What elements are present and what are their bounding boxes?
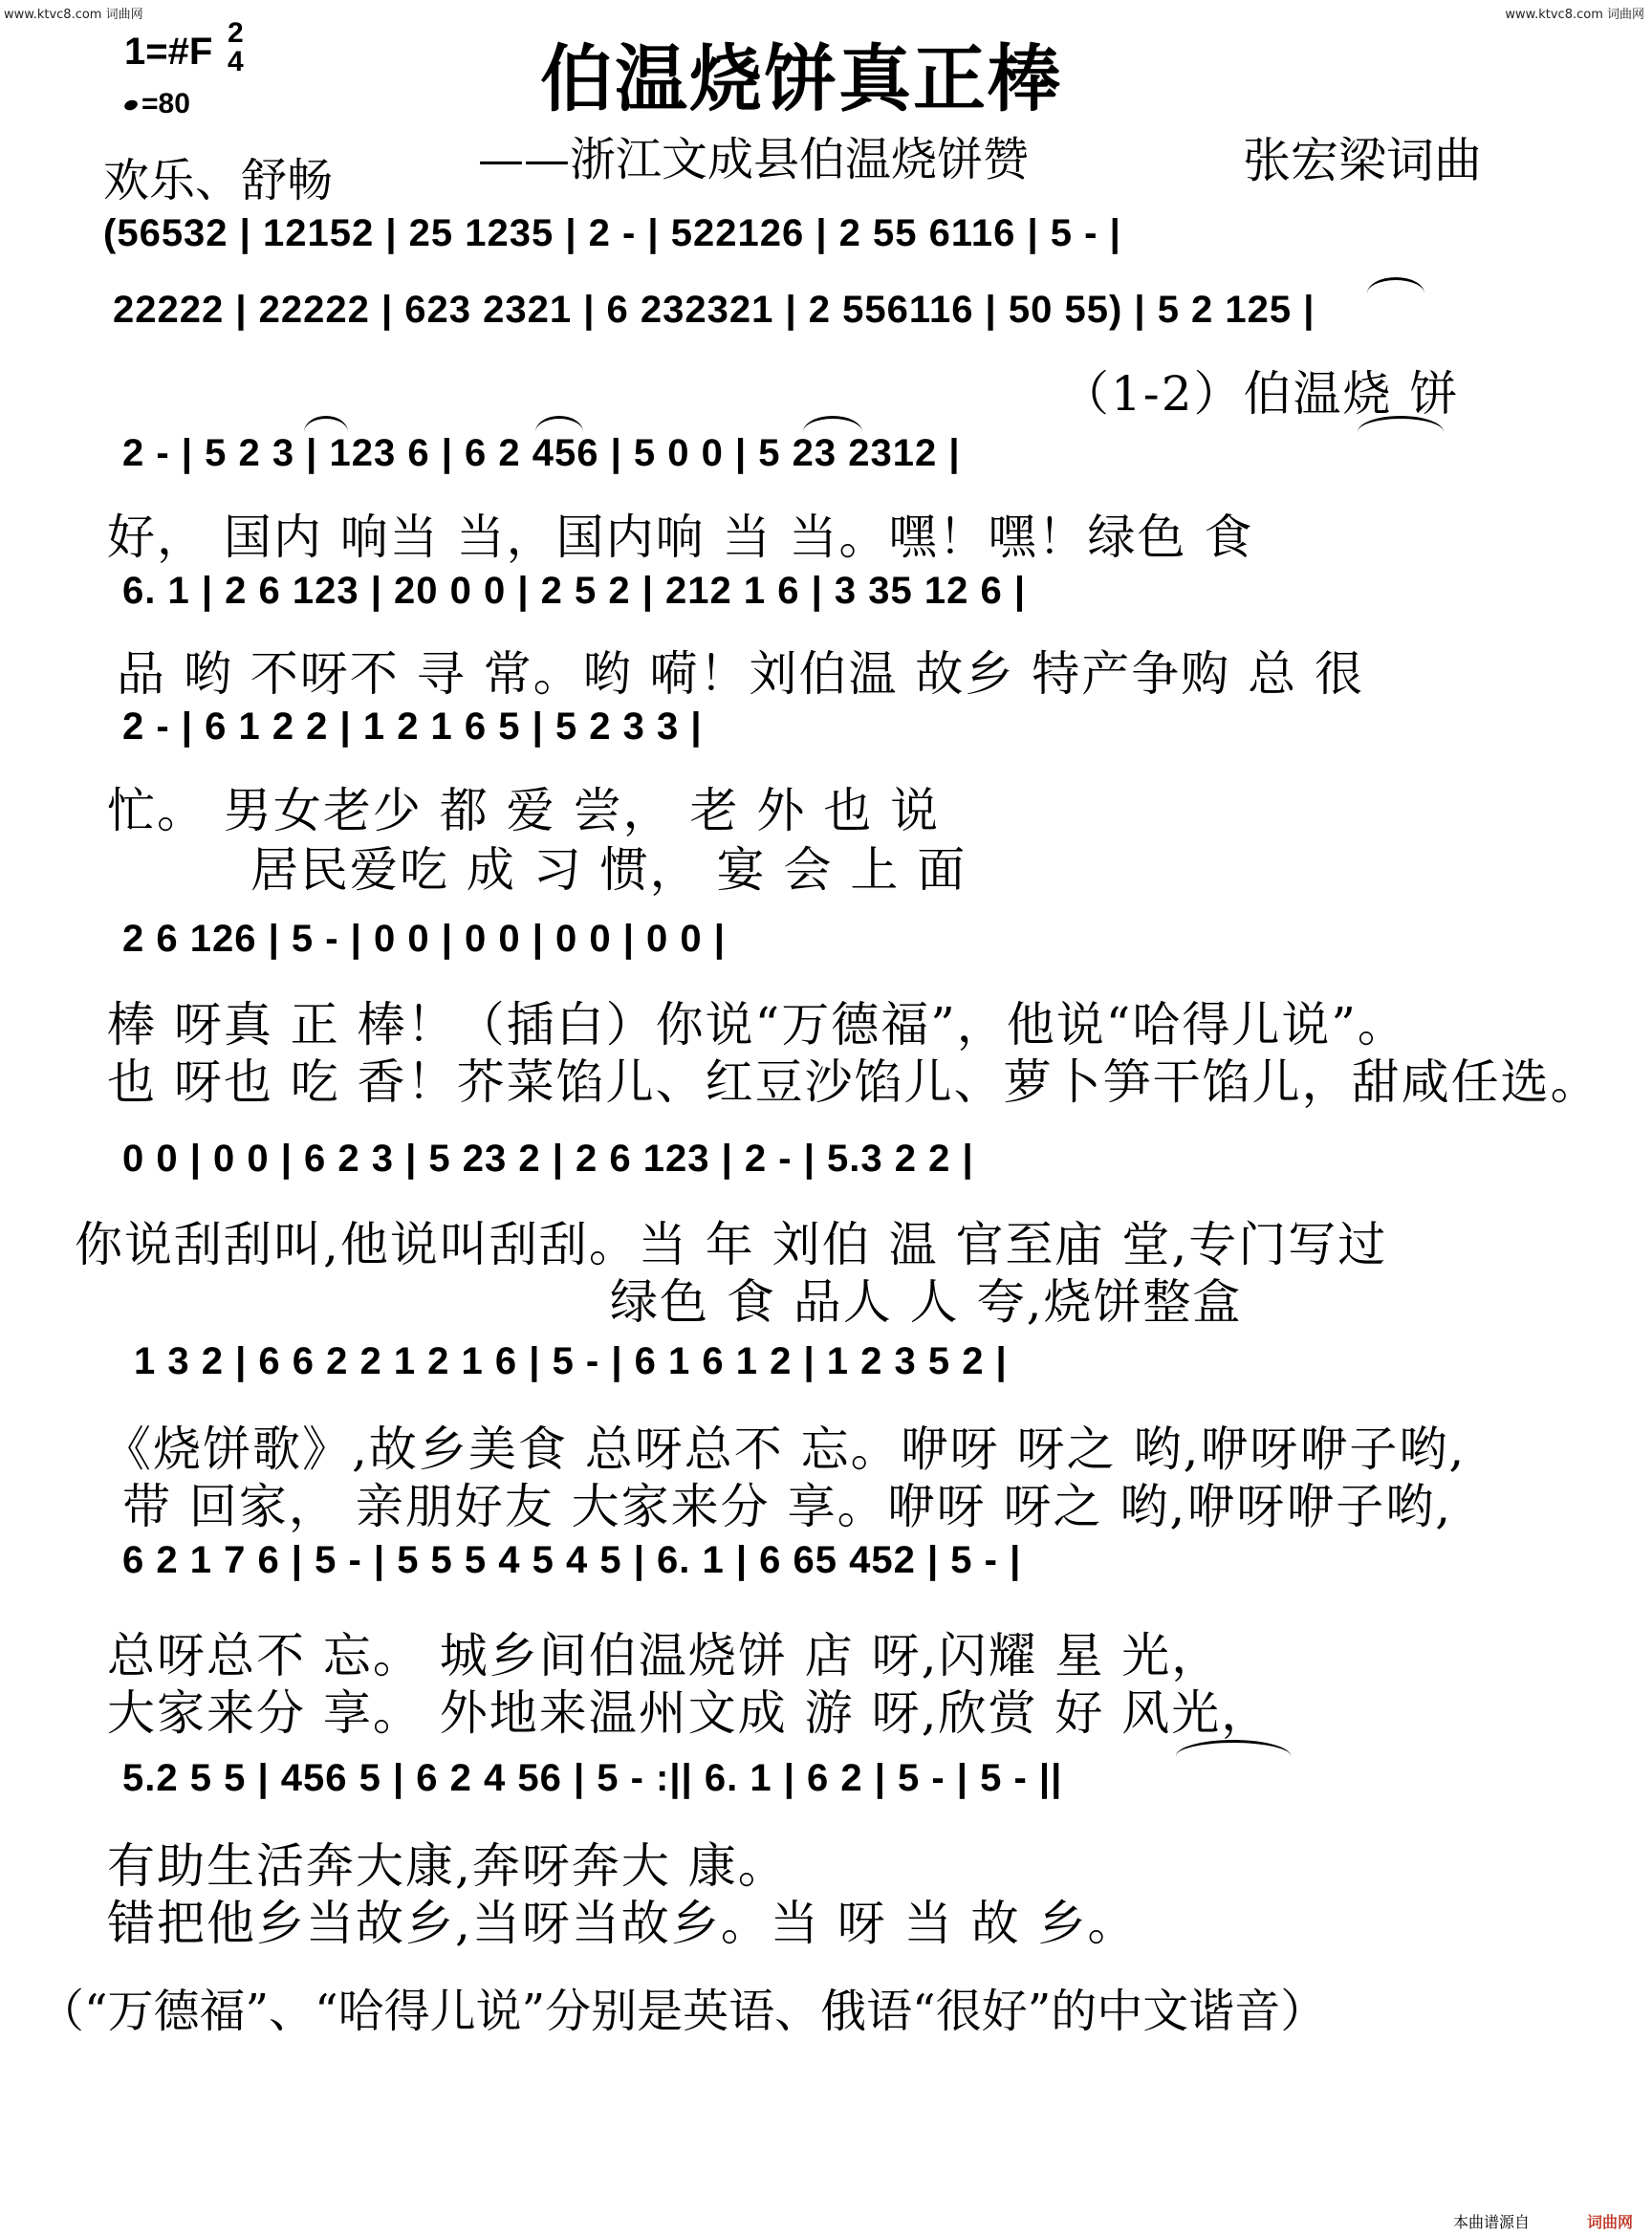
footer-logo: 词曲网: [1587, 2213, 1634, 2231]
time-signature: [228, 19, 244, 76]
song-subtitle: ——浙江文成县伯温烧饼赞: [478, 133, 1030, 186]
score-line-10: 5.2 5 5 | 456 5 | 6 2 4 56 | 5 - :|| 6. 1 | 6 2 | 5 - | 5 - ||: [122, 1757, 1063, 1799]
tempo-value: =80: [141, 88, 190, 119]
score-line-7: 0 0 | 0 0 | 6 2 3 | 5 23 2 | 2 6 123 | 2 - | 5.3 2 2 |: [122, 1138, 974, 1180]
lyric-line-8a: 《烧饼歌》,故乡美食 总呀总不 忘。咿呀 呀之 哟,咿呀咿子哟,: [103, 1422, 1467, 1477]
meter-top: 2: [228, 17, 244, 49]
site-watermark-left: www.ktvc8.com 词曲网: [4, 8, 143, 22]
score-line-5: 2 - | 6 1 2 2 | 1 2 1 6 5 | 5 2 3 3 |: [122, 706, 703, 748]
lyric-line-5b: 居民爱吃 成 习 惯， 宴 会 上 面: [250, 842, 967, 898]
key-signature: 1=#F: [124, 31, 213, 73]
lyric-line-6a: 棒 呀真 正 棒！（插白）你说“万德福”，他说“哈得儿说”。: [107, 997, 1407, 1053]
lyric-line-9a: 总呀总不 忘。 城乡间伯温烧饼 店 呀,闪耀 星 光，: [107, 1628, 1222, 1683]
lyric-line-4a: 品 哟 不呀不 寻 常。哟 嗬！刘伯温 故乡 特产争购 总 很: [117, 646, 1365, 702]
quarter-note-icon: [123, 98, 140, 112]
score-line-3: 2 - | 5 2 3 | 123 6 | 6 2 456 | 5 0 0 | 5 23 2312 |: [122, 432, 961, 474]
score-line-6: 2 6 126 | 5 - | 0 0 | 0 0 | 0 0 | 0 0 |: [122, 918, 726, 960]
lyric-line-10b: 错把他乡当故乡,当呀当故乡。当 呀 当 故 乡。: [107, 1896, 1138, 1951]
slur-mark: [803, 416, 862, 432]
lyric-line-2a: （1-2）伯温烧 饼: [1061, 366, 1460, 422]
mood-marking: 欢乐、舒畅: [103, 154, 334, 207]
score-line-9: 6 2 1 7 6 | 5 - | 5 5 5 4 5 4 5 | 6. 1 | 6 65 452 | 5 - |: [122, 1539, 1022, 1581]
site-watermark-right: www.ktvc8.com 词曲网: [1505, 8, 1644, 22]
song-title: 伯温烧饼真正棒: [540, 36, 1062, 121]
tempo-marking: [124, 88, 190, 120]
lyric-line-10a: 有助生活奔大康,奔呀奔大 康。: [107, 1838, 788, 1894]
meter-bottom: 4: [228, 46, 244, 77]
score-line-8: 1 3 2 | 6 6 2 2 1 2 1 6 | 5 - | 6 1 6 1 2 | 1 2 3 5 2 |: [134, 1340, 1008, 1382]
slur-mark: [1367, 277, 1424, 293]
score-line-1: (56532 | 12152 | 25 1235 | 2 - | 522126 | 2 55 6116 | 5 - |: [103, 212, 1121, 254]
lyric-line-7a: 你说刮刮叫,他说叫刮刮。当 年 刘伯 温 官至庙 堂,专门写过: [75, 1217, 1388, 1272]
footer-source: 本曲谱源自: [1453, 2213, 1531, 2231]
lyric-line-8b: 带 回家， 亲朋好友 大家来分 享。咿呀 呀之 哟,咿呀咿子哟,: [122, 1479, 1453, 1534]
lyric-line-9b: 大家来分 享。 外地来温州文成 游 呀,欣赏 好 风光，: [107, 1685, 1272, 1741]
slur-mark: [535, 416, 583, 432]
lyric-line-6b: 也 呀也 吃 香！芥菜馅儿、红豆沙馅儿、萝卜笋干馅儿，甜咸任选。: [107, 1054, 1600, 1110]
footnote: （“万德福”、“哈得儿说”分别是英语、俄语“很好”的中文谐音）: [38, 1985, 1327, 2038]
score-line-2: 22222 | 22222 | 623 2321 | 6 232321 | 2 556116 | 50 55) | 5 2 125 |: [113, 289, 1315, 331]
score-line-4: 6. 1 | 2 6 123 | 20 0 0 | 2 5 2 | 212 1 6 | 3 35 12 6 |: [122, 570, 1027, 612]
lyric-line-7b: 绿色 食 品人 人 夸,烧饼整盒: [610, 1274, 1243, 1330]
slur-mark: [304, 416, 348, 432]
lyric-line-5a: 忙。 男女老少 都 爱 尝， 老 外 也 说: [107, 783, 941, 838]
author-credit: 张宏梁词曲: [1243, 133, 1482, 188]
lyric-line-3a: 好， 国内 响当 当，国内响 当 当。嘿！嘿！绿色 食: [107, 510, 1254, 565]
